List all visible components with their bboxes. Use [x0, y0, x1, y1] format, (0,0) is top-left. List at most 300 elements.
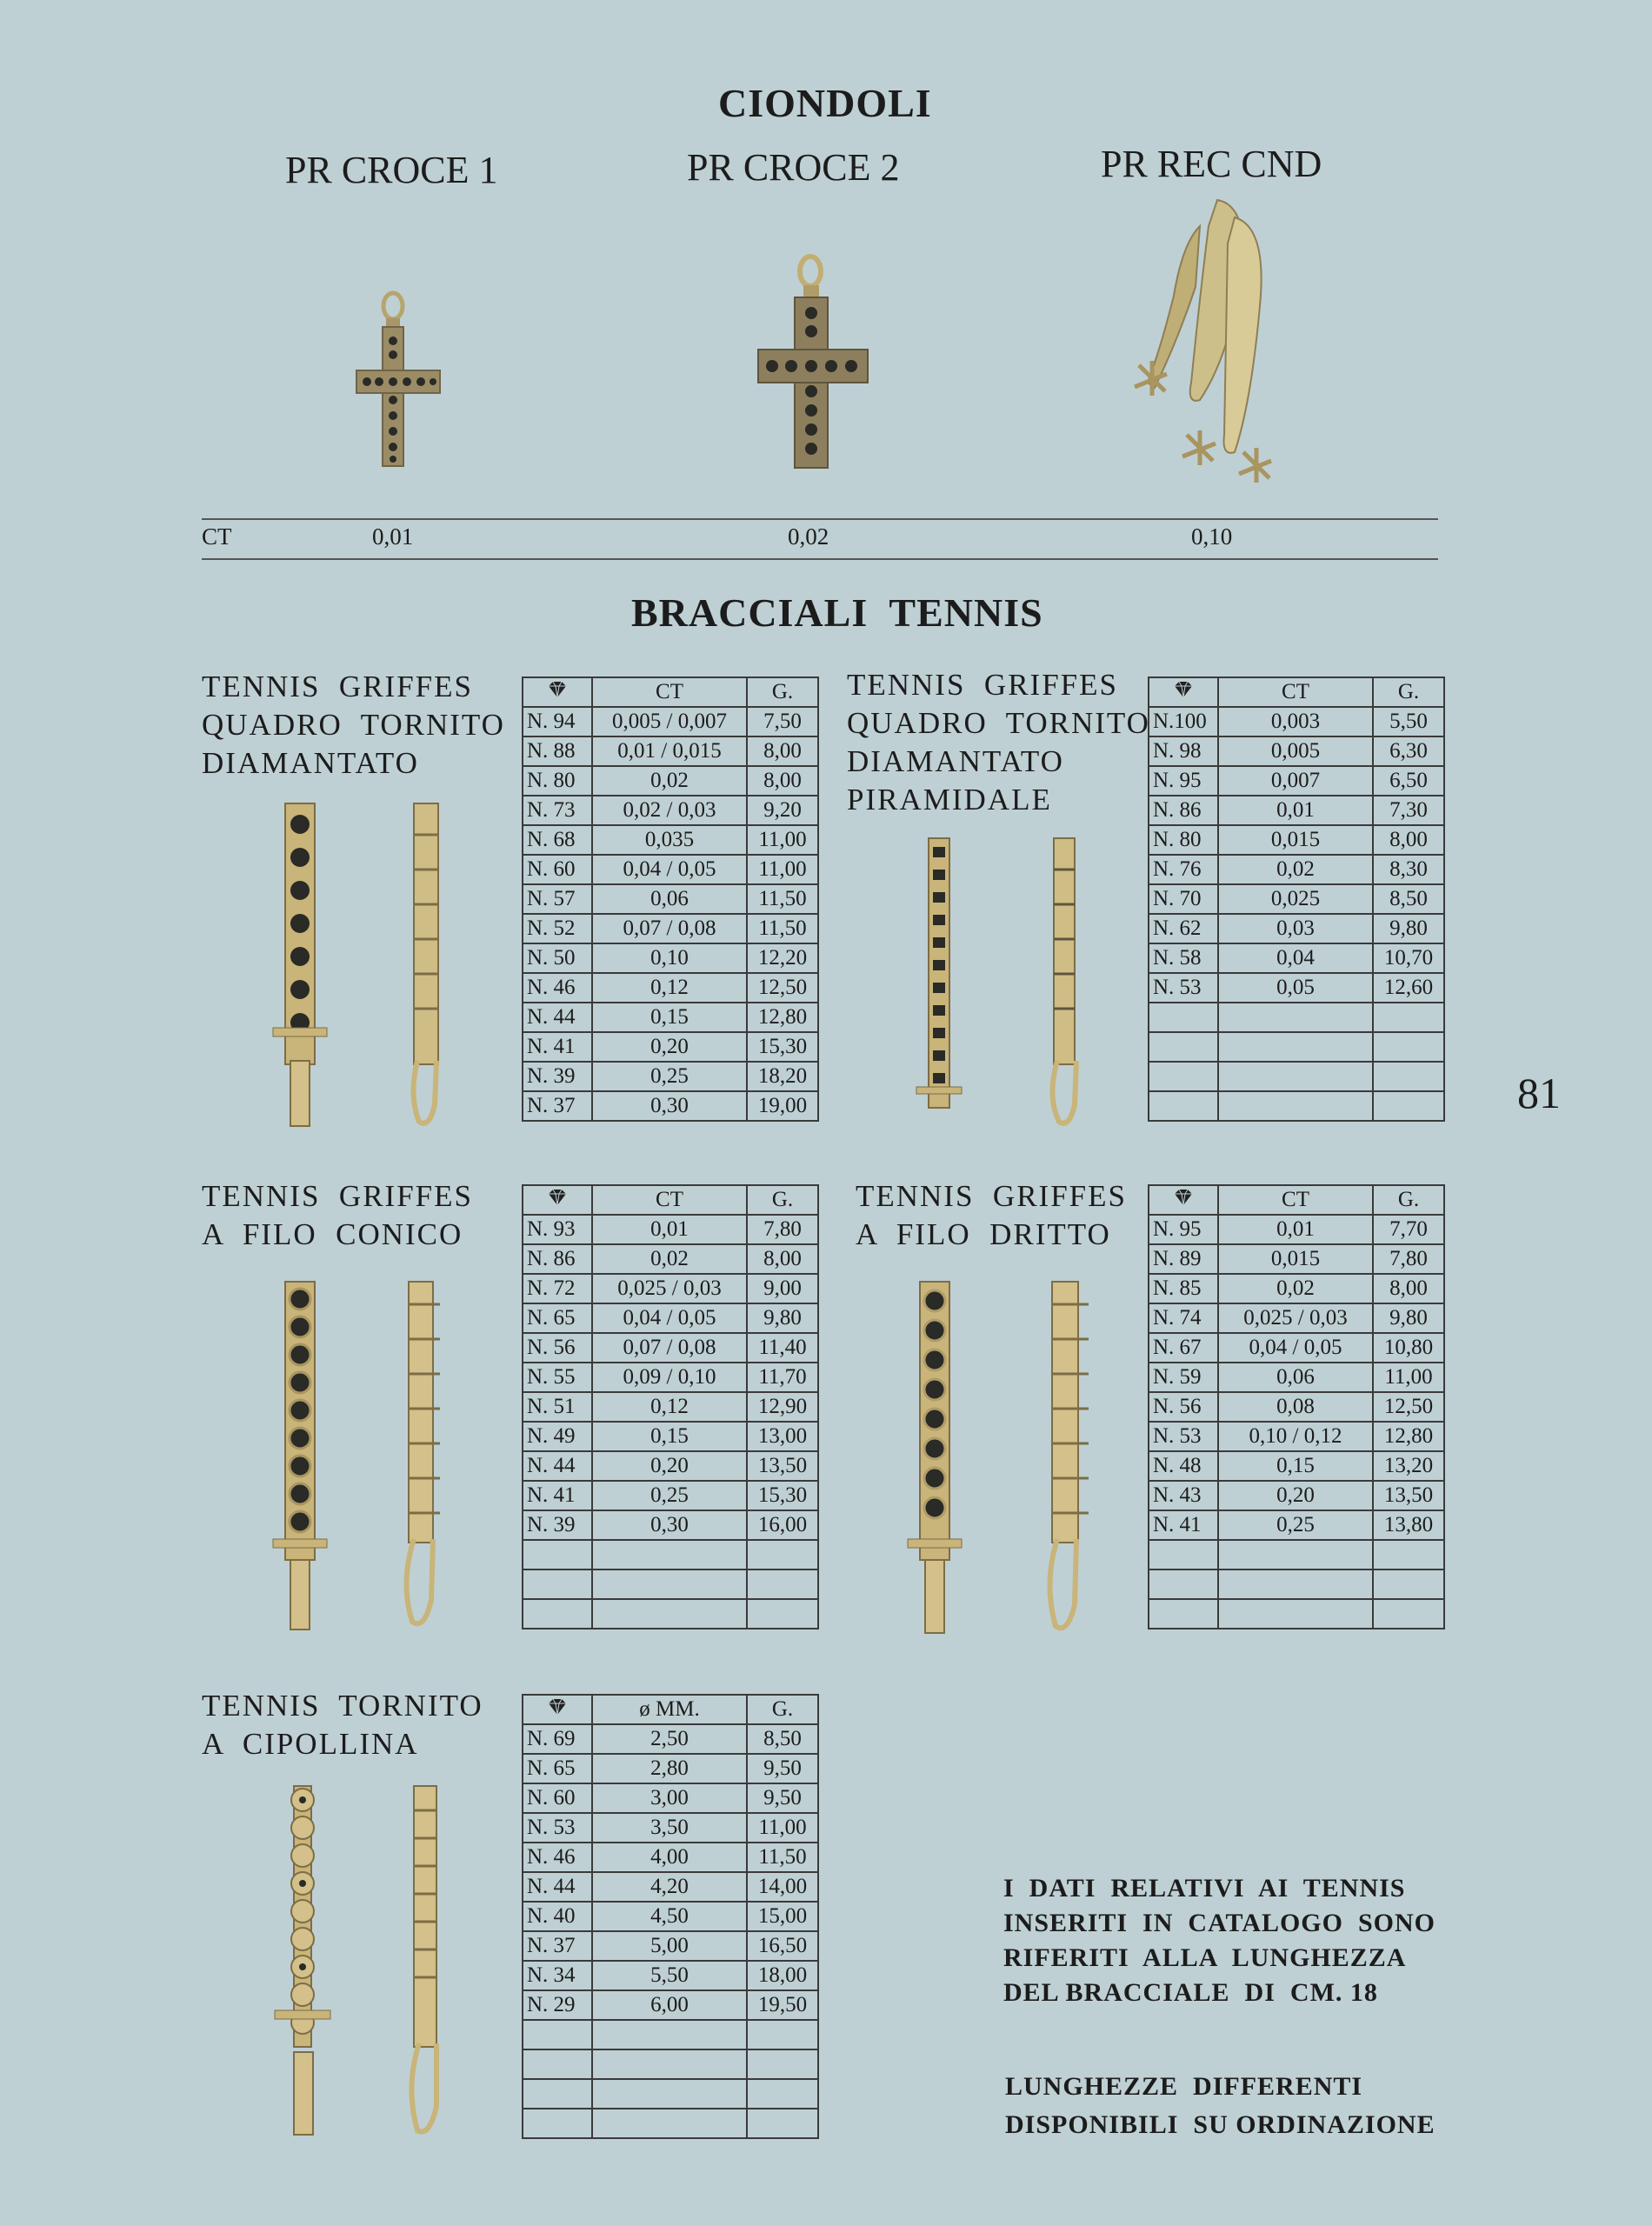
table-cell-size: N. 76 [1149, 855, 1218, 884]
table-cell-weight: 9,20 [747, 796, 818, 825]
table-cell-ct [592, 2049, 747, 2079]
table-cell-weight: 19,00 [747, 1091, 818, 1121]
table-cell-size: N. 60 [523, 855, 592, 884]
table-row [1149, 1392, 1444, 1422]
table-row [523, 1813, 818, 1843]
table-cell-weight: 14,00 [747, 1872, 818, 1902]
table-row [1149, 943, 1444, 973]
table-header-row [523, 1695, 818, 1724]
table-cell-ct: 0,25 [592, 1062, 747, 1091]
table-cell-weight: 8,50 [1373, 884, 1444, 914]
table-cell-ct: 0,015 [1218, 1244, 1373, 1274]
table-cell-weight: 6,50 [1373, 766, 1444, 796]
section-title-pendants: CIONDOLI [718, 81, 932, 125]
table-cell-size: N. 56 [523, 1333, 592, 1363]
table-cell-size: N. 44 [523, 1003, 592, 1032]
product-1-spec-table [522, 676, 819, 1122]
table-cell-weight: 11,00 [747, 855, 818, 884]
table-cell-ct [1218, 1003, 1373, 1032]
table-row [1149, 914, 1444, 943]
table-row [1149, 1570, 1444, 1599]
table-row [1149, 1303, 1444, 1333]
table-cell-size: N. 43 [1149, 1481, 1218, 1510]
table-cell-ct: 0,02 [592, 1244, 747, 1274]
product-5-title [202, 1687, 483, 1763]
table-cell-ct: 0,20 [1218, 1481, 1373, 1510]
table-cell-size: N. 51 [523, 1392, 592, 1422]
table-cell-ct: 0,04 / 0,05 [592, 1303, 747, 1333]
table-header-cell: CT [592, 677, 747, 707]
product-3-bracelet-side-image [396, 1278, 457, 1635]
table-cell-ct: 0,15 [1218, 1451, 1373, 1481]
table-cell-weight: 8,00 [747, 766, 818, 796]
table-cell-weight [747, 1570, 818, 1599]
table-cell-weight: 9,80 [1373, 1303, 1444, 1333]
product-4-spec-table [1148, 1184, 1445, 1630]
table-cell-size [523, 2109, 592, 2138]
table-cell-weight: 12,80 [1373, 1422, 1444, 1451]
table-cell-weight: 7,50 [747, 707, 818, 736]
table-cell-size [1149, 1062, 1218, 1091]
table-cell-weight [747, 2109, 818, 2138]
table-cell-ct [592, 2020, 747, 2049]
table-row [523, 2020, 818, 2049]
table-cell-size: N.100 [1149, 707, 1218, 736]
table-cell-weight: 9,80 [747, 1303, 818, 1333]
table-cell-size: N. 53 [1149, 973, 1218, 1003]
table-cell-ct: 0,025 / 0,03 [592, 1274, 747, 1303]
table-header-cell: G. [747, 677, 818, 707]
table-cell-ct: 0,04 / 0,05 [592, 855, 747, 884]
table-cell-ct: 0,10 / 0,12 [1218, 1422, 1373, 1451]
section-title-bracelets: BRACCIALI TENNIS [631, 590, 1043, 635]
table-cell-size [523, 1570, 592, 1599]
table-cell-weight: 12,50 [1373, 1392, 1444, 1422]
table-cell-ct: 4,00 [592, 1843, 747, 1872]
product-5-title-line: A CIPOLLINA [202, 1727, 419, 1761]
table-cell-size: N. 69 [523, 1724, 592, 1754]
table-cell-size: N. 29 [523, 1990, 592, 2020]
table-cell-weight: 11,40 [747, 1333, 818, 1363]
pendant-name-3: PR REC CND [1101, 143, 1322, 185]
table-cell-weight: 8,00 [747, 1244, 818, 1274]
table-cell-weight: 7,70 [1373, 1215, 1444, 1244]
table-row [1149, 1481, 1444, 1510]
table-cell-ct: 0,03 [1218, 914, 1373, 943]
table-cell-ct: 0,005 / 0,007 [592, 707, 747, 736]
table-cell-weight: 16,00 [747, 1510, 818, 1540]
diamond-icon [1149, 1185, 1218, 1215]
table-cell-ct [1218, 1540, 1373, 1570]
pendant-cross-2-image [753, 252, 875, 478]
table-cell-size: N. 59 [1149, 1363, 1218, 1392]
table-cell-weight [1373, 1540, 1444, 1570]
table-cell-size [1149, 1599, 1218, 1629]
table-cell-size: N. 44 [523, 1872, 592, 1902]
table-row [1149, 1510, 1444, 1540]
table-cell-size [523, 2020, 592, 2049]
table-cell-weight: 13,20 [1373, 1451, 1444, 1481]
table-cell-weight: 16,50 [747, 1931, 818, 1961]
table-cell-size: N. 86 [1149, 796, 1218, 825]
table-cell-size: N. 86 [523, 1244, 592, 1274]
table-cell-weight: 8,30 [1373, 855, 1444, 884]
table-row [523, 1215, 818, 1244]
table-cell-weight [1373, 1570, 1444, 1599]
table-cell-weight: 7,80 [747, 1215, 818, 1244]
table-row [523, 1422, 818, 1451]
table-row [1149, 973, 1444, 1003]
table-cell-ct: 0,003 [1218, 707, 1373, 736]
table-cell-ct: 0,06 [1218, 1363, 1373, 1392]
table-row [523, 1724, 818, 1754]
pendant-ct-value-2: 0,02 [788, 523, 829, 550]
product-2-bracelet-side-image [1040, 835, 1092, 1130]
table-cell-weight: 15,30 [747, 1032, 818, 1062]
table-cell-size [1149, 1540, 1218, 1570]
table-cell-size [1149, 1570, 1218, 1599]
table-cell-weight: 8,50 [747, 1724, 818, 1754]
table-cell-size: N. 98 [1149, 736, 1218, 766]
table-row [523, 2049, 818, 2079]
table-cell-size: N. 95 [1149, 766, 1218, 796]
table-cell-weight: 8,00 [1373, 1274, 1444, 1303]
note-length-reference [1003, 1871, 1436, 2010]
table-row [1149, 1274, 1444, 1303]
table-cell-ct: 0,05 [1218, 973, 1373, 1003]
table-header-cell: CT [592, 1185, 747, 1215]
table-cell-weight [747, 1540, 818, 1570]
table-row [1149, 766, 1444, 796]
table-cell-weight: 13,00 [747, 1422, 818, 1451]
table-cell-weight: 12,60 [1373, 973, 1444, 1003]
product-4-title [856, 1177, 1127, 1254]
table-row [523, 1599, 818, 1629]
product-5-bracelet-front-image [268, 1783, 337, 2139]
table-row [523, 1540, 818, 1570]
table-cell-weight: 10,80 [1373, 1333, 1444, 1363]
table-cell-weight [747, 2020, 818, 2049]
product-2-title [847, 666, 1150, 819]
table-header-cell: G. [747, 1695, 818, 1724]
table-row [523, 1363, 818, 1392]
table-row [523, 973, 818, 1003]
table-cell-size [1149, 1091, 1218, 1121]
table-cell-ct: 0,10 [592, 943, 747, 973]
table-cell-size: N. 53 [1149, 1422, 1218, 1451]
table-cell-weight: 13,80 [1373, 1510, 1444, 1540]
table-cell-ct [1218, 1032, 1373, 1062]
table-cell-ct [592, 1570, 747, 1599]
product-1-title-line: QUADRO TORNITO [202, 708, 505, 742]
table-cell-weight: 9,80 [1373, 914, 1444, 943]
table-cell-size: N. 40 [523, 1902, 592, 1931]
table-cell-size: N. 37 [523, 1091, 592, 1121]
diamond-icon [1149, 677, 1218, 707]
note-line: DISPONIBILI SU ORDINAZIONE [1005, 2110, 1436, 2139]
table-cell-size: N. 70 [1149, 884, 1218, 914]
product-3-spec-table [522, 1184, 819, 1630]
table-cell-weight: 7,80 [1373, 1244, 1444, 1274]
pendant-drops-image [1113, 191, 1322, 504]
table-cell-size: N. 41 [1149, 1510, 1218, 1540]
table-cell-weight: 13,50 [1373, 1481, 1444, 1510]
table-row [523, 1451, 818, 1481]
table-cell-ct [592, 1599, 747, 1629]
table-row [1149, 1062, 1444, 1091]
table-cell-weight: 11,00 [1373, 1363, 1444, 1392]
table-cell-size: N. 94 [523, 707, 592, 736]
table-cell-size: N. 50 [523, 943, 592, 973]
note-line: DEL BRACCIALE DI CM. 18 [1003, 1978, 1378, 2007]
table-cell-size: N. 49 [523, 1422, 592, 1451]
product-1-title [202, 668, 505, 783]
table-cell-weight: 12,80 [747, 1003, 818, 1032]
table-cell-size: N. 65 [523, 1754, 592, 1783]
table-cell-weight [1373, 1032, 1444, 1062]
table-cell-ct: 0,035 [592, 825, 747, 855]
table-row [523, 1062, 818, 1091]
table-cell-size: N. 88 [523, 736, 592, 766]
table-cell-size: N. 67 [1149, 1333, 1218, 1363]
diamond-icon [1172, 681, 1195, 698]
product-2-bracelet-front-image [913, 835, 965, 1130]
table-cell-ct: 0,07 / 0,08 [592, 1333, 747, 1363]
table-cell-ct: 0,02 [1218, 855, 1373, 884]
table-cell-ct [592, 2079, 747, 2109]
table-cell-weight [1373, 1091, 1444, 1121]
table-row [523, 855, 818, 884]
table-row [523, 1510, 818, 1540]
product-2-spec-table [1148, 676, 1445, 1122]
product-4-title-line: A FILO DRITTO [856, 1217, 1111, 1251]
table-cell-ct: 0,15 [592, 1422, 747, 1451]
table-cell-size: N. 58 [1149, 943, 1218, 973]
table-cell-ct: 0,08 [1218, 1392, 1373, 1422]
table-cell-ct: 0,30 [592, 1091, 747, 1121]
table-cell-ct: 3,50 [592, 1813, 747, 1843]
table-cell-ct: 0,30 [592, 1510, 747, 1540]
pendant-ct-value-3: 0,10 [1191, 523, 1233, 550]
table-row [1149, 825, 1444, 855]
table-row [1149, 1540, 1444, 1570]
diamond-icon [546, 1698, 569, 1716]
table-cell-ct: 0,01 [592, 1215, 747, 1244]
table-row [523, 1003, 818, 1032]
table-header-cell: ø MM. [592, 1695, 747, 1724]
table-row [523, 1961, 818, 1990]
table-header-row [1149, 677, 1444, 707]
table-row [1149, 1215, 1444, 1244]
table-cell-ct: 0,01 [1218, 1215, 1373, 1244]
product-5-title-line: TENNIS TORNITO [202, 1689, 483, 1723]
table-cell-ct: 0,01 [1218, 796, 1373, 825]
table-row [1149, 707, 1444, 736]
table-row [523, 2109, 818, 2138]
table-cell-ct [1218, 1570, 1373, 1599]
table-cell-weight: 11,70 [747, 1363, 818, 1392]
table-row [523, 1843, 818, 1872]
table-row [523, 1244, 818, 1274]
table-cell-ct: 5,00 [592, 1931, 747, 1961]
table-row [523, 825, 818, 855]
table-cell-ct: 4,50 [592, 1902, 747, 1931]
table-row [523, 1990, 818, 2020]
table-cell-ct: 0,12 [592, 1392, 747, 1422]
table-cell-weight: 13,50 [747, 1451, 818, 1481]
table-header-cell: G. [1373, 677, 1444, 707]
table-cell-size: N. 85 [1149, 1274, 1218, 1303]
table-row [523, 884, 818, 914]
table-row [523, 1303, 818, 1333]
table-cell-ct: 0,20 [592, 1032, 747, 1062]
table-cell-weight: 11,00 [747, 825, 818, 855]
table-cell-size: N. 73 [523, 796, 592, 825]
table-cell-weight: 11,50 [747, 1843, 818, 1872]
table-cell-size: N. 68 [523, 825, 592, 855]
pendant-table-top-rule [202, 518, 1438, 520]
table-row [1149, 1422, 1444, 1451]
table-cell-weight: 11,50 [747, 914, 818, 943]
table-cell-ct: 0,04 / 0,05 [1218, 1333, 1373, 1363]
table-cell-size: N. 62 [1149, 914, 1218, 943]
diamond-icon [546, 1189, 569, 1206]
table-header-row [523, 1185, 818, 1215]
product-5-bracelet-side-image [400, 1783, 461, 2139]
table-cell-weight: 12,20 [747, 943, 818, 973]
page-number: 81 [1517, 1069, 1561, 1117]
table-row [523, 1091, 818, 1121]
product-3-title [202, 1177, 473, 1254]
table-cell-size: N. 89 [1149, 1244, 1218, 1274]
product-2-title-line: TENNIS GRIFFES [847, 668, 1118, 702]
table-cell-weight: 7,30 [1373, 796, 1444, 825]
table-cell-size: N. 39 [523, 1510, 592, 1540]
table-cell-weight: 12,90 [747, 1392, 818, 1422]
table-row [523, 796, 818, 825]
table-row [1149, 1451, 1444, 1481]
table-cell-weight: 5,50 [1373, 707, 1444, 736]
table-cell-size: N. 52 [523, 914, 592, 943]
table-cell-weight: 11,50 [747, 884, 818, 914]
pendant-name-2: PR CROCE 2 [687, 146, 900, 189]
table-cell-weight [747, 2049, 818, 2079]
table-cell-weight: 15,30 [747, 1481, 818, 1510]
pendant-cross-1-image [348, 287, 452, 478]
table-row [1149, 1244, 1444, 1274]
table-row [523, 766, 818, 796]
table-cell-size [523, 2049, 592, 2079]
table-row [1149, 1032, 1444, 1062]
diamond-icon [523, 677, 592, 707]
table-cell-ct: 0,15 [592, 1003, 747, 1032]
table-cell-ct: 0,07 / 0,08 [592, 914, 747, 943]
table-cell-ct: 3,00 [592, 1783, 747, 1813]
product-2-title-line: PIRAMIDALE [847, 783, 1052, 816]
table-cell-weight: 18,00 [747, 1961, 818, 1990]
table-cell-weight: 18,20 [747, 1062, 818, 1091]
table-header-cell: G. [1373, 1185, 1444, 1215]
table-row [523, 2079, 818, 2109]
table-cell-ct: 0,01 / 0,015 [592, 736, 747, 766]
product-1-title-line: DIAMANTATO [202, 746, 419, 780]
table-cell-ct: 0,09 / 0,10 [592, 1363, 747, 1392]
table-row [1149, 1003, 1444, 1032]
table-cell-size [1149, 1003, 1218, 1032]
table-cell-size: N. 44 [523, 1451, 592, 1481]
table-row [1149, 1599, 1444, 1629]
table-cell-weight: 11,00 [747, 1813, 818, 1843]
table-cell-size [1149, 1032, 1218, 1062]
table-cell-size: N. 46 [523, 973, 592, 1003]
table-cell-weight: 9,50 [747, 1754, 818, 1783]
table-cell-weight: 12,50 [747, 973, 818, 1003]
table-cell-ct: 0,015 [1218, 825, 1373, 855]
table-row [523, 707, 818, 736]
table-cell-weight: 9,00 [747, 1274, 818, 1303]
table-cell-weight: 6,30 [1373, 736, 1444, 766]
table-cell-size: N. 34 [523, 1961, 592, 1990]
table-cell-size: N. 55 [523, 1363, 592, 1392]
table-cell-size: N. 57 [523, 884, 592, 914]
table-cell-ct: 5,50 [592, 1961, 747, 1990]
table-cell-ct: 0,007 [1218, 766, 1373, 796]
table-cell-size: N. 93 [523, 1215, 592, 1244]
table-cell-ct [1218, 1599, 1373, 1629]
table-cell-size: N. 41 [523, 1481, 592, 1510]
table-row [523, 1392, 818, 1422]
product-3-title-line: A FILO CONICO [202, 1217, 463, 1251]
product-3-title-line: TENNIS GRIFFES [202, 1179, 473, 1213]
table-cell-ct: 4,20 [592, 1872, 747, 1902]
table-row [523, 1481, 818, 1510]
table-cell-size: N. 53 [523, 1813, 592, 1843]
table-cell-weight: 8,00 [747, 736, 818, 766]
table-row [1149, 1333, 1444, 1363]
table-row [523, 1783, 818, 1813]
table-cell-ct: 0,005 [1218, 736, 1373, 766]
pendant-name-1: PR CROCE 1 [285, 149, 498, 191]
table-row [523, 914, 818, 943]
product-2-title-line: DIAMANTATO [847, 744, 1064, 778]
table-cell-ct: 0,04 [1218, 943, 1373, 973]
table-cell-size [523, 1599, 592, 1629]
note-line: INSERITI IN CATALOGO SONO [1003, 1909, 1436, 1937]
product-3-bracelet-front-image [270, 1278, 330, 1635]
table-cell-ct: 6,00 [592, 1990, 747, 2020]
product-1-title-line: TENNIS GRIFFES [202, 670, 473, 703]
table-cell-weight: 8,00 [1373, 825, 1444, 855]
table-cell-ct [592, 1540, 747, 1570]
table-cell-weight: 9,50 [747, 1783, 818, 1813]
diamond-icon [523, 1695, 592, 1724]
table-row [1149, 736, 1444, 766]
table-cell-weight [1373, 1003, 1444, 1032]
note-line: RIFERITI ALLA LUNGHEZZA [1003, 1943, 1407, 1972]
product-4-title-line: TENNIS GRIFFES [856, 1179, 1127, 1213]
note-line: LUNGHEZZE DIFFERENTI [1005, 2072, 1363, 2101]
table-cell-size: N. 65 [523, 1303, 592, 1333]
table-cell-size: N. 72 [523, 1274, 592, 1303]
table-header-cell: CT [1218, 677, 1373, 707]
table-row [1149, 1091, 1444, 1121]
table-row [523, 1570, 818, 1599]
table-row [523, 736, 818, 766]
table-row [523, 1902, 818, 1931]
pendant-table-bottom-rule [202, 558, 1438, 560]
table-cell-ct [1218, 1062, 1373, 1091]
table-cell-ct: 0,25 [1218, 1510, 1373, 1540]
